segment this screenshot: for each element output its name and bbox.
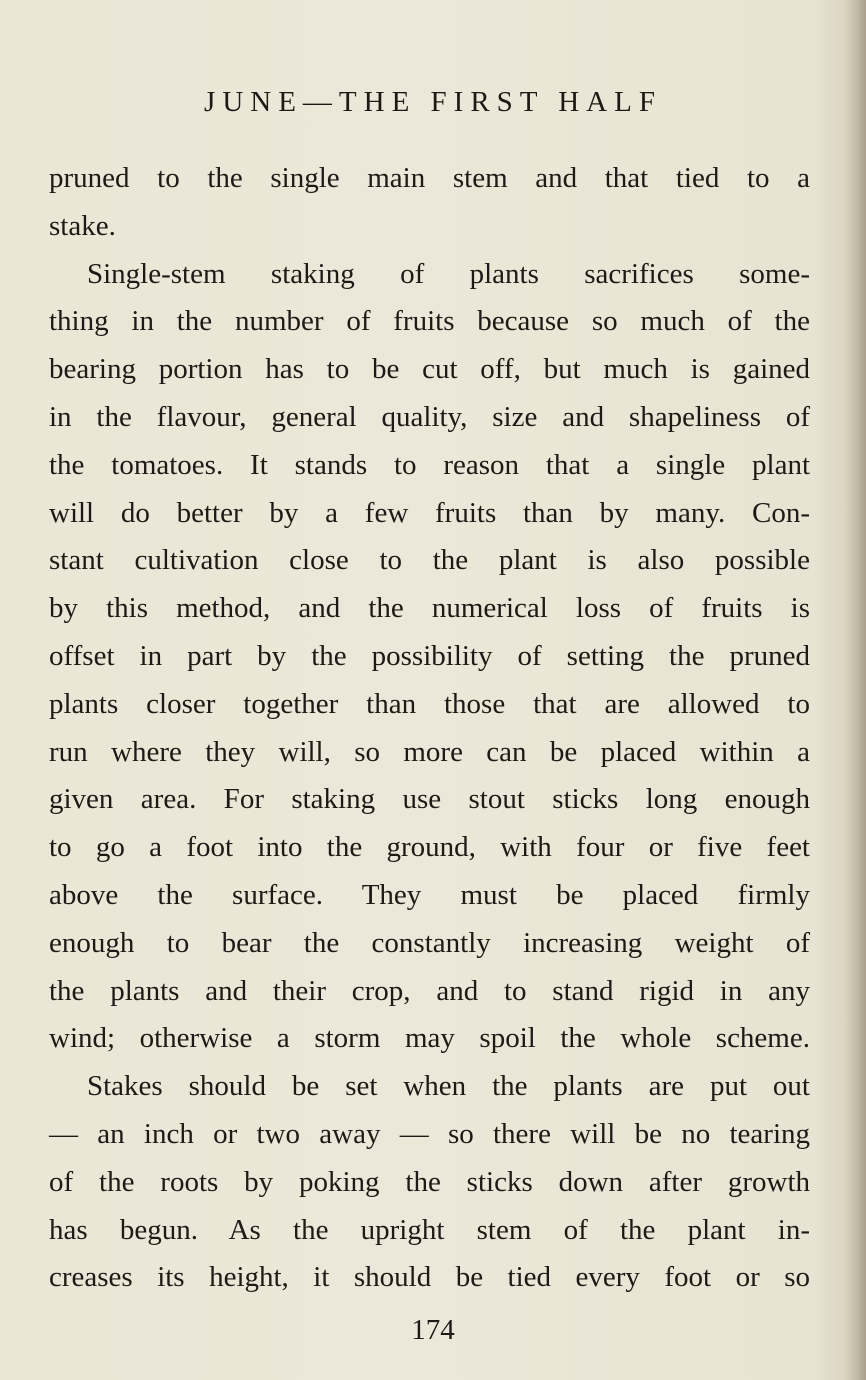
text-line: — an inch or two away — so there will be no tearing [49, 1117, 810, 1150]
page-number: 174 [411, 1314, 455, 1346]
text-line: thing in the number of fruits because so much of the [49, 305, 810, 338]
text-line: given area. For staking use stout sticks long enough [49, 783, 810, 816]
text-line: has begun. As the upright stem of the plant in- [49, 1213, 810, 1246]
running-head: JUNE—THE FIRST HALF [204, 86, 662, 118]
text-line: the plants and their crop, and to stand rigid in any [49, 974, 810, 1007]
body-text [49, 155, 810, 1302]
text-line: plants closer together than those that are allowed to [49, 687, 810, 720]
text-line: Stakes should be set when the plants are put out [87, 1070, 810, 1103]
text-line: wind; otherwise a storm may spoil the whole scheme. [49, 1022, 810, 1055]
text-line: creases its height, it should be tied every foot or so [49, 1261, 810, 1294]
text-line: stake. [49, 209, 116, 242]
text-line: will do better by a few fruits than by many. Con- [49, 496, 810, 529]
text-line: run where they will, so more can be placed within a [49, 735, 810, 768]
text-line: enough to bear the constantly increasing weight of [49, 926, 810, 959]
text-line: pruned to the single main stem and that tied to a [49, 162, 810, 194]
text-line: by this method, and the numerical loss of fruits is [49, 592, 810, 625]
text-line: in the flavour, general quality, size and shapeliness of [49, 400, 810, 433]
page-edge-shadow [844, 0, 866, 1380]
text-line: above the surface. They must be placed firmly [49, 878, 810, 911]
text-line: stant cultivation close to the plant is also possible [49, 544, 810, 577]
text-line: to go a foot into the ground, with four or five feet [49, 831, 810, 864]
text-line: of the roots by poking the sticks down after growth [49, 1165, 810, 1198]
text-line: bearing portion has to be cut off, but much is gained [49, 353, 810, 386]
text-line: offset in part by the possibility of setting the pruned [49, 639, 810, 672]
text-line: the tomatoes. It stands to reason that a single plant [49, 448, 810, 481]
text-line: Single-stem staking of plants sacrifices some- [87, 257, 810, 290]
